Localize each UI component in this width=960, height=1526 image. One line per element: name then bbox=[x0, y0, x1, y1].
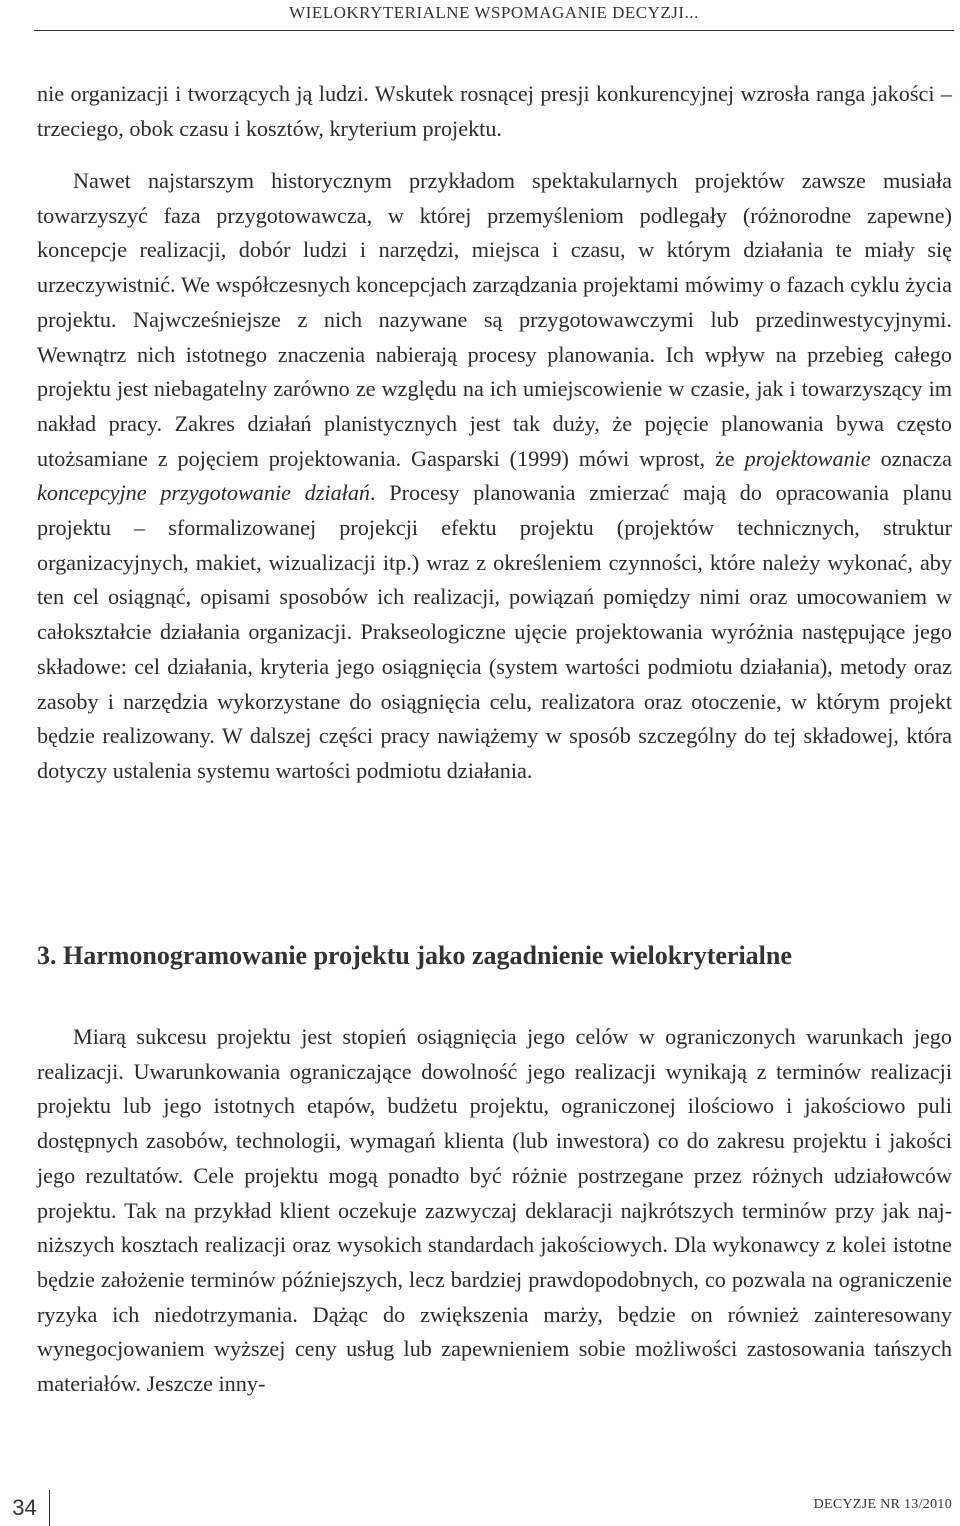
page-number bbox=[0, 1490, 50, 1526]
page-number-text: 34 bbox=[12, 1495, 37, 1520]
paragraph-text: nie organizacji i tworzących ją ludzi. Wskutek rosnącej presji konkurencyjnej wzrosła ranga jakości – trzeciego, obok czasu i kosztów, kryterium projektu. bbox=[37, 81, 952, 141]
running-header bbox=[34, 0, 954, 31]
italic-term-projektowanie: projektowanie bbox=[744, 445, 871, 471]
paragraph-continuation bbox=[37, 77, 952, 146]
paragraph-text-part-c: . Procesy planowania zmierzać mają do opracowania planu projektu – sformalizowanej projekcji efektu projektu (projektów technicznych, struktur organizacyjnych, makiet, wizualizacji itp.) wraz z określeniem czynności, które należy wykonać, aby ten cel osiągnąć, opisami sposobów ich realizacji, powiązań pomiędzy nimi oraz umocowaniem w całokształcie działania organizacji. Prakseologiczne ujęcie projektowania wyróżnia następujące jego składowe: cel działania, kryteria jego osiągnięcia (system wartości podmiotu działania), metody oraz zasoby i narzędzia wykorzystane do osiągnięcia celu, realizatora oraz otoczenie, w którym projekt będzie realizowany. W dalszej części pracy nawiążemy w sposób szczególny do tej składowej, która dotyczy ustalenia systemu wartości podmiotu działania. bbox=[37, 480, 952, 783]
running-title: WIELOKRYTERIALNE WSPOMAGANIE DECYZJI... bbox=[289, 3, 699, 22]
journal-issue: DECYZJE NR 13/2010 bbox=[813, 1497, 952, 1512]
journal-footer bbox=[814, 1497, 952, 1513]
paragraph-planning bbox=[37, 164, 952, 789]
section-heading: 3. Harmonogramowanie projektu jako zagadnienie wielokryterialne bbox=[37, 941, 792, 970]
paragraph-text-part-b: oznacza bbox=[880, 445, 953, 471]
paragraph-success-measure bbox=[37, 1020, 952, 1402]
italic-definition: koncepcyjne przygotowanie działań bbox=[37, 480, 371, 506]
paragraph-text: Miarą sukcesu projektu jest stopień osiągnięcia jego celów w ograniczonych warunkach jego realizacji. Uwarunkowania ograniczające dowolność jego realizacji wynikają z terminów realizacji projektu lub jego istotnych etapów, budżetu projektu, ograniczonej ilościowo i jakościowo puli dostępnych zasobów, technologii, wymagań klienta (lub inwestora) co do zakresu projektu i jakości jego rezultatów. Cele projektu mogą ponadto być różnie postrzegane przez różnych udziałowców projektu. Tak na przykład klient oczekuje zazwyczaj deklaracji najkrótszych terminów przy jak najniższych kosztach realizacji oraz wysokich standardach jakościowych. Dla wykonawcy z kolei istotne będzie założenie terminów późniejszych, lecz bardziej prawdopodobnych, co pozwala na ograniczenie ryzyka ich niedotrzymania. Dążąc do zwiększenia marży, będzie on również zainteresowany wynegocjowaniem wyższej ceny usług lub zapewnieniem sobie możliwości zastosowania tańszych materiałów. Jeszcze inny- bbox=[37, 1024, 952, 1397]
paragraph-text-part-a: Nawet najstarszym historycznym przykładom spektakularnych projektów zawsze musiała towarzyszyć faza przygotowawcza, w której przemyśleniom podlegały (różnorodne zapewne) koncepcje realizacji, dobór ludzi i narzędzi, miejsca i czasu, w którym działania te miały się urzeczywistnić. We współczesnych koncepcjach zarządzania projektami mówimy o fazach cyklu życia projektu. Najwcześniejsze z nich nazywane są przygotowawczymi lub przedinwestycyjnymi. Wewnątrz nich istotnego znaczenia nabierają procesy planowania. Ich wpływ na przebieg całego projektu jest niebagatelny zarówno ze względu na ich umiejscowienie w czasie, jak i towarzyszący im nakład pracy. Zakres działań planistycznych jest tak duży, że pojęcie planowania bywa często utożsamiane z pojęciem projektowania. Gasparski (1999) mówi wprost, że bbox=[37, 168, 952, 471]
